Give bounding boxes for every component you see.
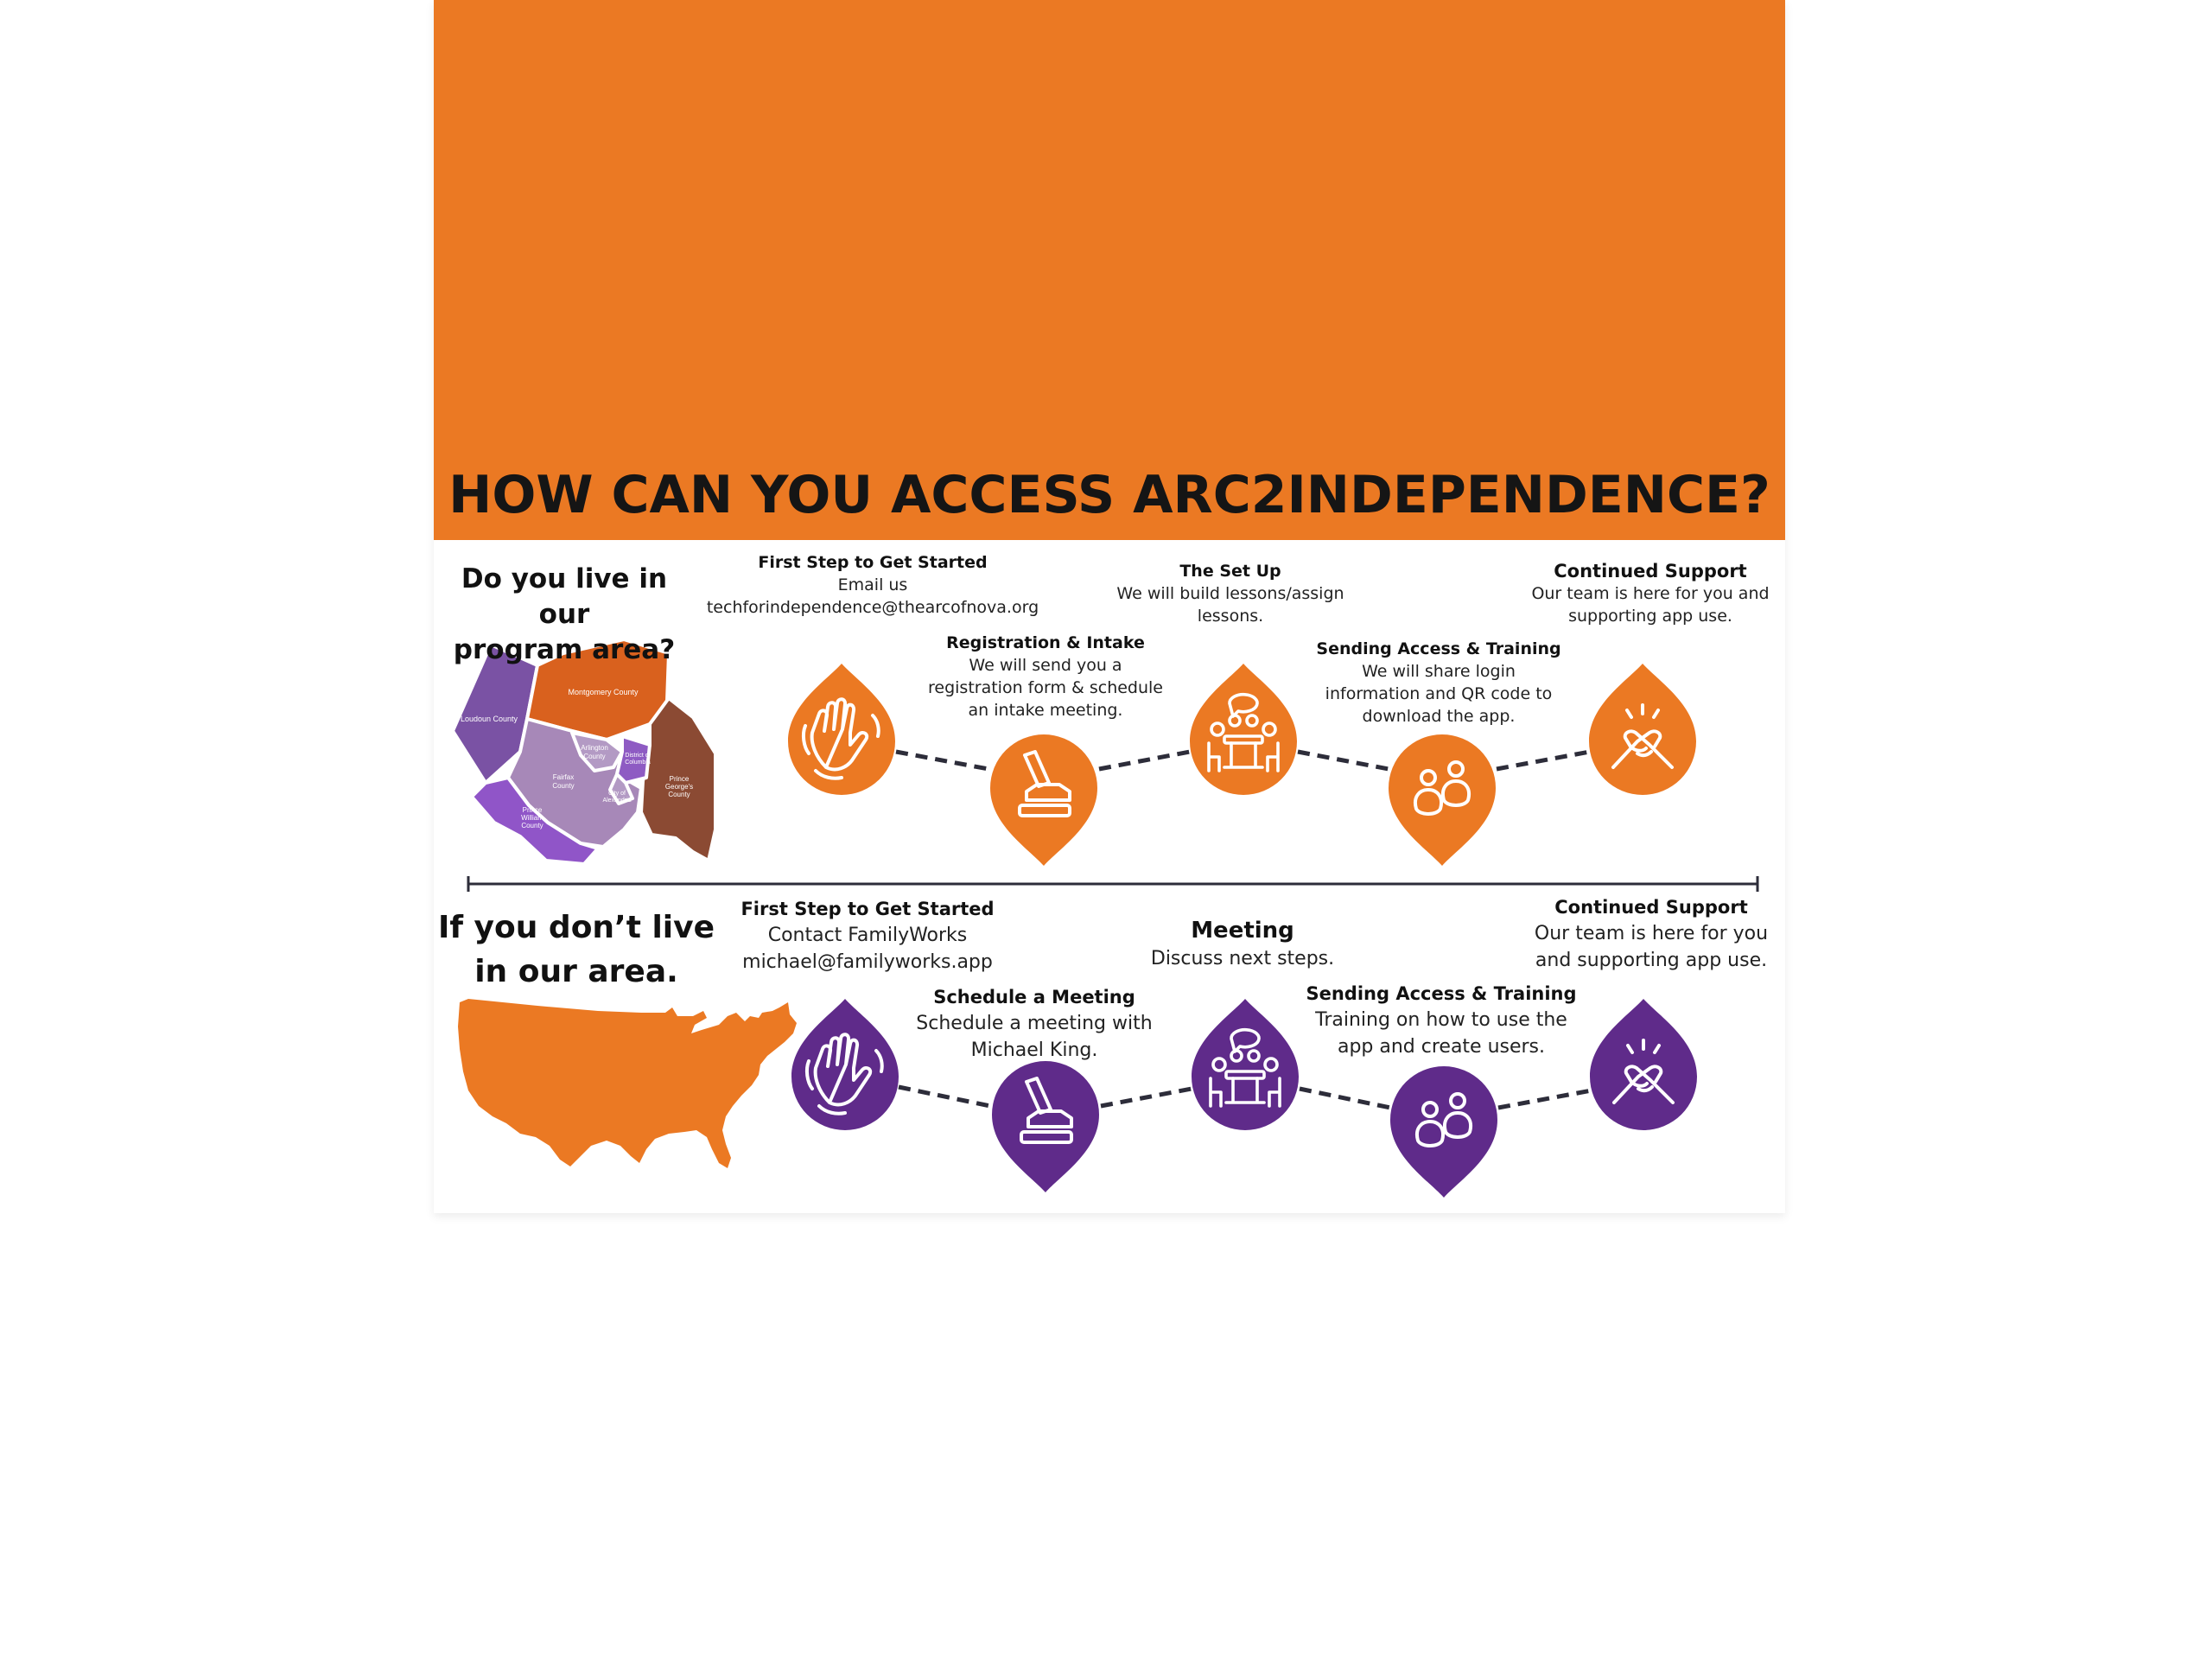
row2-step3-line1: Discuss next steps. (1150, 948, 1335, 969)
row1-step3-line2: lessons. (1197, 607, 1264, 626)
map-label-pw-2: William (521, 814, 543, 822)
map-label-arlington-2: County (583, 753, 606, 760)
row1-step4-line1: We will share login (1362, 662, 1516, 681)
page-title: HOW CAN YOU ACCESS ARC2INDEPENDENCE? (448, 465, 1770, 525)
row2-step1-email: michael@familyworks.app (742, 951, 993, 973)
row1-step2-line2: registration form & schedule (927, 678, 1164, 697)
row2-step4-title: Sending Access & Training (1306, 983, 1577, 1004)
infographic-slide (434, 0, 1785, 1213)
pin-row1-step4 (1389, 734, 1496, 866)
map-label-montgomery: Montgomery County (568, 688, 639, 696)
row2-step2-title: Schedule a Meeting (933, 987, 1135, 1007)
map-label-pw: Prince (522, 806, 543, 814)
row1-step1-title: First Step to Get Started (758, 553, 988, 572)
row2-step5-text (1535, 895, 1768, 974)
pin-row1-step2 (990, 734, 1097, 866)
row1-step3-line1: We will build lessons/assign (1116, 584, 1344, 603)
map-label-pw-3: County (521, 822, 543, 830)
row2-step5-line2: and supporting app use. (1535, 950, 1768, 971)
pin-row1-step1 (788, 664, 895, 795)
map-label-arlington: Arlington (581, 744, 608, 752)
map-label-fairfax: Fairfax (552, 773, 575, 781)
pin-row2-step4 (1390, 1066, 1497, 1198)
row1-step5-text (1531, 560, 1769, 627)
program-area-map (453, 639, 715, 864)
pin-row2-step3 (1192, 999, 1299, 1130)
row2-step1-text (741, 897, 994, 976)
map-label-pg: Prince (669, 775, 690, 783)
question-out-of-area-line1: If you don’t live (437, 910, 715, 945)
map-label-loudoun: Loudoun County (460, 715, 518, 723)
map-label-dc-2: Columbia (625, 760, 651, 766)
map-label-alexandria-2: Alexandria (602, 798, 632, 804)
map-label-pg-2: George's (664, 783, 694, 791)
pin-row2-step5 (1590, 999, 1697, 1130)
section-divider (468, 876, 1758, 892)
pin-row1-step3 (1190, 664, 1297, 795)
row1-step5-title: Continued Support (1554, 561, 1747, 582)
row1-step3-text (1116, 560, 1344, 627)
row1-step1-line1: Email us (837, 575, 908, 594)
pin-row2-step2 (992, 1061, 1099, 1192)
row1-step5-line2: supporting app use. (1568, 607, 1732, 626)
row2-step2-line2: Michael King. (970, 1039, 1098, 1061)
row1-step4-line3: download the app. (1362, 707, 1516, 726)
row1-step5-line1: Our team is here for you and (1531, 584, 1770, 603)
row1-step4-title: Sending Access & Training (1316, 639, 1561, 658)
map-label-dc: District of (625, 753, 651, 759)
usa-map (458, 999, 797, 1168)
row1-step4-text (1316, 638, 1560, 728)
row2-step1-line1: Contact FamilyWorks (767, 925, 968, 946)
map-label-fairfax-2: County (552, 782, 575, 790)
question-in-area-line2: program area? (453, 634, 676, 665)
row1-step2-line1: We will send you a (969, 656, 1122, 675)
row1-step1-email: techforindependence@thearcofnova.org (706, 598, 1039, 617)
row2-step4-line2: app and create users. (1337, 1036, 1546, 1058)
row1-step4-line2: information and QR code to (1325, 684, 1553, 703)
row2-step2-line1: Schedule a meeting with (916, 1013, 1153, 1034)
map-label-alexandria: City of (608, 791, 626, 797)
row1-step2-text (928, 632, 1163, 721)
row2-step3-title: Meeting (1191, 918, 1294, 944)
row1-step2-title: Registration & Intake (946, 633, 1145, 652)
question-out-of-area-line2: in our area. (474, 954, 678, 989)
row1-step2-line3: an intake meeting. (968, 701, 1123, 720)
question-in-area-line1: Do you live in our (461, 563, 668, 630)
row2-step5-title: Continued Support (1554, 897, 1748, 918)
row1-step1-text (707, 551, 1039, 619)
row2-step4-text (1306, 982, 1576, 1060)
row2-step2-text (916, 985, 1152, 1064)
row2-step5-line1: Our team is here for you (1534, 923, 1769, 944)
pin-row2-step1 (791, 999, 899, 1130)
row2-step3-text (1151, 916, 1334, 972)
row2-step1-title: First Step to Get Started (741, 899, 995, 919)
question-in-area (434, 562, 695, 668)
map-label-pg-3: County (668, 791, 690, 798)
question-out-of-area (434, 906, 719, 994)
row2-step4-line1: Training on how to use the (1315, 1009, 1567, 1031)
pin-row1-step5 (1589, 664, 1696, 795)
row1-step3-title: The Set Up (1179, 562, 1281, 581)
